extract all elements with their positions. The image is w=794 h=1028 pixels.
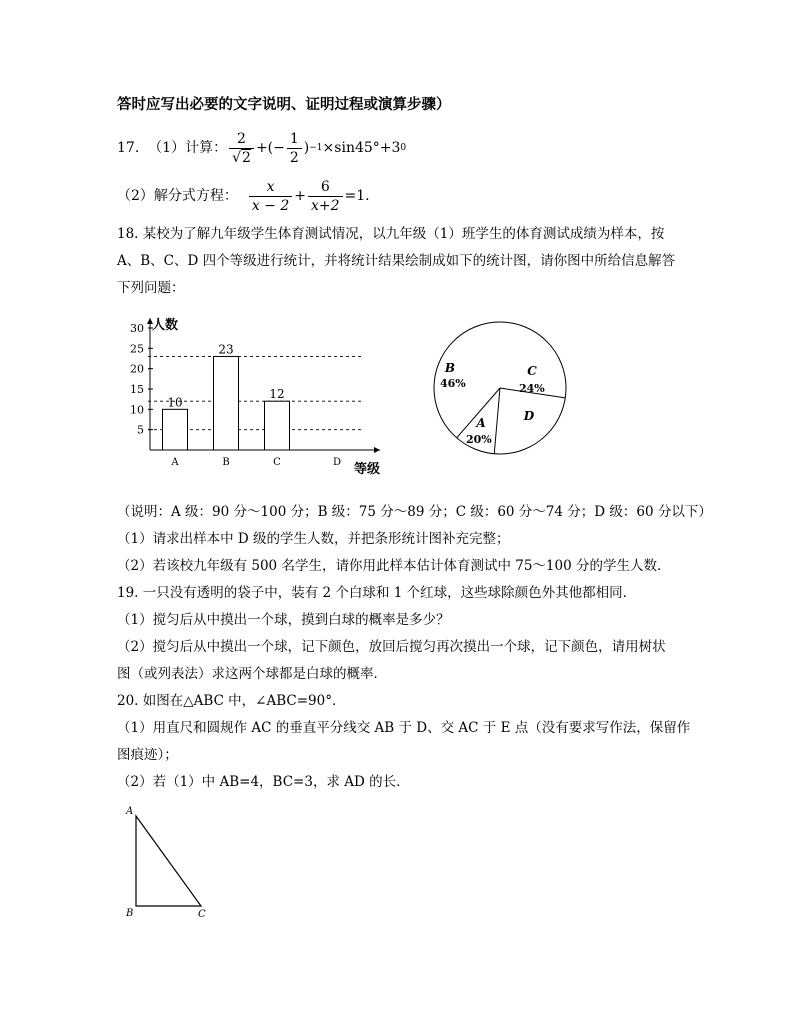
y-tick-label: 30 (130, 322, 144, 335)
q18-line2: A、B、C、D 四个等级进行统计，并将统计结果绘制成如下的统计图，请你图中所给信息解答 (117, 253, 676, 269)
sqrt-arg: 2 (242, 149, 251, 166)
q19-sub1: （1）搅匀后从中摸出一个球，摸到白球的概率是多少？ (117, 612, 450, 628)
pie-label-a: A (476, 416, 486, 430)
pie-label-d: D (523, 409, 535, 423)
q18-line3: 下列问题： (117, 280, 185, 296)
pie-label-b: B (444, 361, 456, 375)
x-tick-label-a: A (171, 457, 179, 468)
q19-line1: 19. 一只没有透明的袋子中，装有 2 个白球和 1 个红球，这些球除颜色外其他都相同． (117, 585, 637, 601)
q17-mid: +(− (255, 140, 285, 156)
fraction-x-over-x-minus-2 (249, 178, 292, 215)
x-axis-label: 等级 (354, 462, 381, 477)
x-axis-arrow (374, 447, 380, 453)
pie-percent-c: 24% (519, 382, 545, 395)
triangle-figure (115, 800, 225, 925)
frac-denominator: x − 2 (251, 197, 290, 214)
plus-sign: + (294, 188, 306, 204)
bar-chart (110, 310, 400, 485)
q17-part1 (117, 129, 406, 167)
vertex-label-a: A (126, 806, 134, 817)
q17-part2-label: （2）解分式方程： (117, 188, 238, 204)
q17-part2 (117, 177, 370, 215)
bar-a (163, 409, 188, 450)
frac-numerator: 1 (287, 130, 302, 149)
y-tick-label: 25 (130, 342, 144, 356)
y-tick-label: 5 (137, 423, 144, 437)
q20-sub2: （2）若（1）中 AB=4，BC=3，求 AD 的长． (117, 774, 410, 790)
pie-percent-a: 20% (466, 433, 492, 446)
bar-b (214, 356, 239, 450)
frac-denominator: x+2 (311, 197, 340, 214)
q18-line1: 18. 某校为了解九年级学生体育测试情况，以九年级（1）班学生的体育测试成绩为样本，按 (117, 226, 665, 242)
fraction-6-over-x-plus-2 (308, 178, 343, 215)
bar-value-label-b: 23 (218, 342, 234, 357)
x-tick-label-c: C (273, 457, 281, 468)
q19-sub2b: 图（或列表法）求这两个球都是白球的概率． (117, 666, 387, 682)
pie-percent-b: 46% (440, 377, 466, 390)
frac-numerator: x (249, 178, 292, 197)
q20-sub1b: 图痕迹）； (117, 747, 178, 763)
pie-label-c: C (527, 364, 537, 378)
x-tick-label-b: B (222, 457, 230, 468)
exponent-zero: 0 (400, 143, 407, 153)
q17-close: ) (303, 140, 310, 156)
frac-denominator: √2 (232, 149, 251, 166)
bar-value-label-a: 10 (167, 395, 183, 410)
x-tick-label-d: D (332, 457, 342, 468)
q17-tail: ×sin45°+3 (322, 140, 401, 156)
q17-number: 17. (117, 140, 140, 156)
fraction-half (287, 130, 302, 167)
fraction-2-over-sqrt2 (229, 130, 254, 167)
equals-one: =1. (344, 188, 370, 204)
frac-denominator: 2 (289, 149, 299, 166)
vertex-label-b: B (126, 908, 134, 919)
pie-chart (420, 315, 580, 465)
y-tick-label: 10 (130, 403, 144, 417)
y-tick-label: 20 (130, 362, 144, 376)
section-instruction: 答时应写出必要的文字说明、证明过程或演算步骤） (117, 96, 451, 113)
frac-numerator: 2 (229, 130, 254, 149)
bar-c (265, 401, 290, 450)
vertex-label-c: C (198, 909, 206, 920)
q17-part1-label: （1）计算： (148, 140, 228, 156)
exponent-neg1: −1 (309, 143, 323, 153)
triangle-abc (136, 816, 201, 906)
bar-value-label-c: 12 (269, 387, 285, 402)
q20-sub1a: （1）用直尺和圆规作 AC 的垂直平分线交 AB 于 D、交 AC 于 E 点（没有要求写作法，保留作 (117, 720, 691, 736)
y-tick-label: 15 (130, 383, 144, 396)
q20-line1: 20. 如图在△ABC 中，∠ABC=90°． (117, 693, 346, 709)
q18-note: （说明：A 级：90 分～100 分；B 级：75 分～89 分；C 级：60 分～74 分；D 级：60 分以下） (117, 504, 712, 520)
q19-sub2a: （2）搅匀后从中摸出一个球，记下颜色，放回后搅匀再次摸出一个球，记下颜色，请用树状 (117, 639, 666, 655)
q18-sub2: （2）若该校九年级有 500 名学生，请你用此样本估计体育测试中 75～100 分的学生人数． (117, 558, 671, 574)
frac-numerator: 6 (308, 178, 343, 197)
q18-sub1: （1）请求出样本中 D 级的学生人数，并把条形统计图补充完整； (117, 531, 510, 547)
y-axis-label: 人数 (152, 318, 179, 333)
